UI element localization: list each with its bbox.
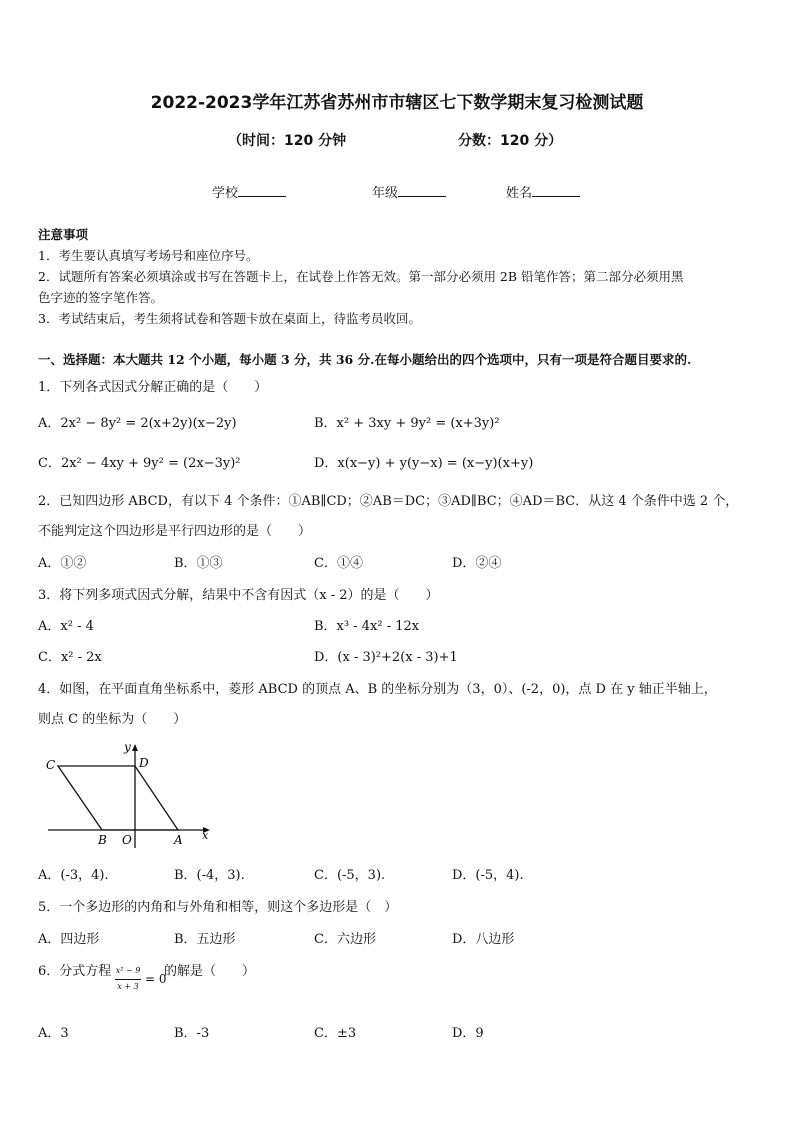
- notes-heading: 注意事项: [38, 227, 89, 242]
- section-1-heading: 一、选择题：本大题共 12 个小题，每小题 3 分，共 36 分.在每小题给出的四个选项中，只有一项是符合题目要求的.: [38, 352, 692, 367]
- q3-option-c: C．x² - 2x: [38, 650, 102, 665]
- q5-option-d: D．八边形: [452, 932, 515, 947]
- q6-option-c: C．±3: [314, 1026, 357, 1041]
- q4-option-d: D．(-5，4).: [452, 868, 524, 883]
- q4-stem-line2: 则点 C 的坐标为（ ）: [38, 712, 187, 727]
- q5-option-c: C．六边形: [314, 932, 376, 947]
- q4-rhombus-figure: [40, 738, 220, 850]
- q6-fraction-numerator: x² − 9: [115, 966, 141, 975]
- q6-fraction-denominator: x + 3: [117, 982, 139, 991]
- q2-stem-line2: 不能判定这个四边形是平行四边形的是（ ）: [38, 524, 312, 539]
- grade-field: [372, 182, 446, 201]
- note-1: 1．考生要认真填写考场号和座位序号。: [38, 248, 259, 263]
- q4-option-c: C．(-5，3).: [314, 868, 386, 883]
- q2-stem-line1: 2．已知四边形 ABCD，有以下 4 个条件：①AB∥CD；②AB＝DC；③AD∥BC；④AD＝BC．从这 4 个条件中选 2 个，: [38, 494, 739, 509]
- q6-stem-suffix: 的解是（ ）: [164, 964, 256, 979]
- q3-option-a: A．x² - 4: [38, 619, 94, 634]
- q1-option-c: C．2x² − 4xy + 9y² = (2x−3y)²: [38, 456, 241, 471]
- label-c: C: [46, 758, 56, 772]
- q5-stem: 5．一个多边形的内角和与外角和相等，则这个多边形是（ ）: [38, 900, 398, 915]
- q4-option-b: B．(-4，3).: [174, 868, 245, 883]
- q6-option-b: B．-3: [174, 1026, 210, 1041]
- q1-option-a: A．2x² − 8y² = 2(x+2y)(x−2y): [38, 416, 237, 431]
- q5-option-a: A．四边形: [38, 932, 100, 947]
- q2-option-b: B．①③: [174, 556, 223, 571]
- school-field: [212, 182, 286, 201]
- exam-score: 分数：120 分）: [458, 133, 563, 149]
- q1-stem: 1．下列各式因式分解正确的是（ ）: [38, 380, 268, 395]
- name-label: 姓名: [506, 186, 533, 201]
- name-blank: [532, 184, 580, 197]
- q4-option-a: A．(-3，4).: [38, 868, 109, 883]
- q6-option-a: A．3: [38, 1026, 69, 1041]
- note-3: 3．考试结束后，考生须将试卷和答题卡放在桌面上，待监考员收回。: [38, 311, 421, 326]
- q1-option-b: B．x² + 3xy + 9y² = (x+3y)²: [314, 416, 500, 431]
- q3-stem: 3．将下列多项式因式分解，结果中不含有因式（x - 2）的是（ ）: [38, 588, 439, 603]
- label-b: B: [98, 833, 107, 847]
- school-blank: [238, 184, 286, 197]
- q2-option-d: D．②④: [452, 556, 502, 571]
- label-o: O: [122, 833, 132, 847]
- rhombus-abcd: [58, 766, 178, 830]
- q3-option-b: B．x³ - 4x² - 12x: [314, 619, 420, 634]
- q6-stem-prefix: 6．分式方程: [38, 964, 112, 979]
- q1-option-d: D．x(x−y) + y(y−x) = (x−y)(x+y): [314, 456, 534, 471]
- q6-fraction-rhs: = 0: [145, 972, 167, 986]
- school-label: 学校: [212, 186, 239, 201]
- name-field: [506, 182, 580, 201]
- note-2-cont: 色字迹的签字笔作答。: [38, 290, 164, 305]
- label-d: D: [139, 756, 149, 770]
- label-y: y: [124, 740, 131, 754]
- q5-option-b: B．五边形: [174, 932, 236, 947]
- grade-blank: [398, 184, 446, 197]
- q6-fraction-bar: [115, 979, 141, 980]
- exam-time: （时间：120 分钟: [228, 133, 347, 149]
- q3-option-d: D．(x - 3)²+2(x - 3)+1: [314, 650, 458, 665]
- q6-option-d: D．9: [452, 1026, 484, 1041]
- q2-option-a: A．①②: [38, 556, 87, 571]
- y-axis-arrow: [132, 744, 138, 751]
- label-a: A: [174, 833, 183, 847]
- q4-stem-line1: 4．如图，在平面直角坐标系中，菱形 ABCD 的顶点 A、B 的坐标分别为（3，0）、(-2，0)，点 D 在 y 轴正半轴上，: [38, 682, 717, 697]
- grade-label: 年级: [372, 186, 399, 201]
- exam-title: 2022-2023学年江苏省苏州市市辖区七下数学期末复习检测试题: [150, 93, 644, 113]
- q2-option-c: C．①④: [314, 556, 363, 571]
- note-2: 2．试题所有答案必须填涂或书写在答题卡上，在试卷上作答无效。第一部分必须用 2B 铅笔作答；第二部分必须用黑: [38, 269, 684, 284]
- label-x: x: [202, 829, 209, 842]
